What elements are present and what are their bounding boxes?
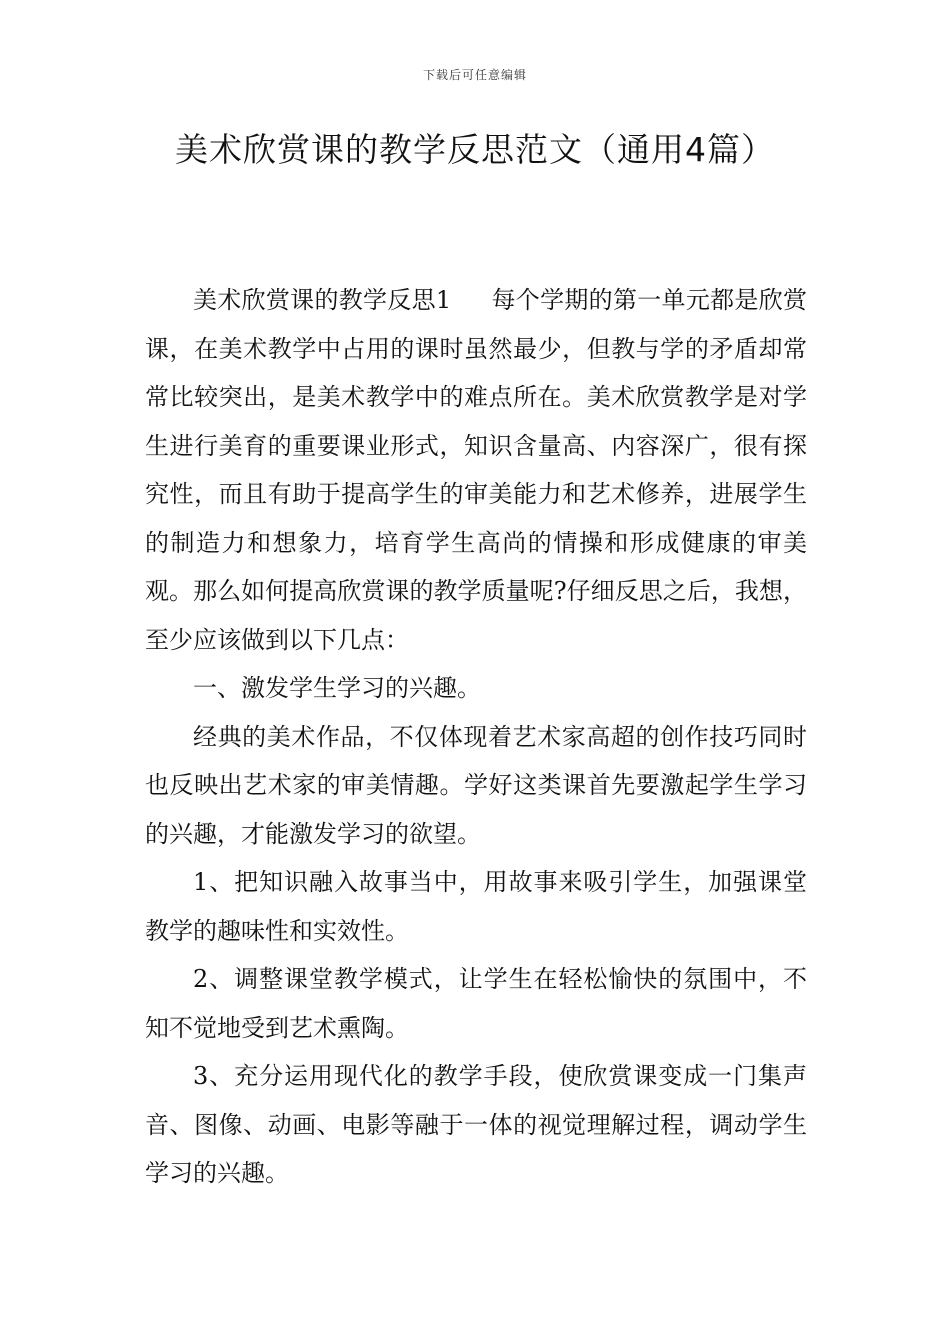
header-note: 下载后可任意编辑 bbox=[422, 68, 527, 82]
paragraph: 2、调整课堂教学模式，让学生在轻松愉快的氛围中，不知不觉地受到艺术熏陶。 bbox=[145, 965, 807, 1042]
document-title: 美术欣赏课的教学反思范文（通用4篇） bbox=[175, 130, 775, 169]
paragraph-text: 每个学期的第一单元都是欣赏课，在美术教学中占用的课时虽然最少，但教与学的矛盾却常常比较突出，是美术教学中的难点所在。美术欣赏教学是对学生进行美育的重要课业形式，知识含量高、内容深广，很有探究性，而且有助于提高学生的审美能力和艺术修养，进展学生的制造力和想象力，培育学生高尚的情操和形成健康的审美观。那么如何提高欣赏课的教学质量呢?仔细反思之后，我想，至少应该做到以下几点： bbox=[145, 286, 807, 654]
section-heading: 美术欣赏课的教学反思1 bbox=[193, 286, 452, 314]
paragraph: 1、把知识融入故事当中，用故事来吸引学生，加强课堂教学的趣味性和实效性。 bbox=[145, 868, 807, 945]
paragraph: 一、激发学生学习的兴趣。 bbox=[193, 674, 481, 702]
paragraph-intro bbox=[145, 276, 807, 664]
paragraph: 经典的美术作品，不仅体现着艺术家高超的创作技巧同时也反映出艺术家的审美情趣。学好这类课首先要激起学生学习的兴趣，才能激发学习的欲望。 bbox=[145, 722, 807, 848]
document-body bbox=[145, 276, 807, 1198]
paragraph: 3、充分运用现代化的教学手段，使欣赏课变成一门集声音、图像、动画、电影等融于一体的视觉理解过程，调动学生学习的兴趣。 bbox=[145, 1062, 807, 1187]
